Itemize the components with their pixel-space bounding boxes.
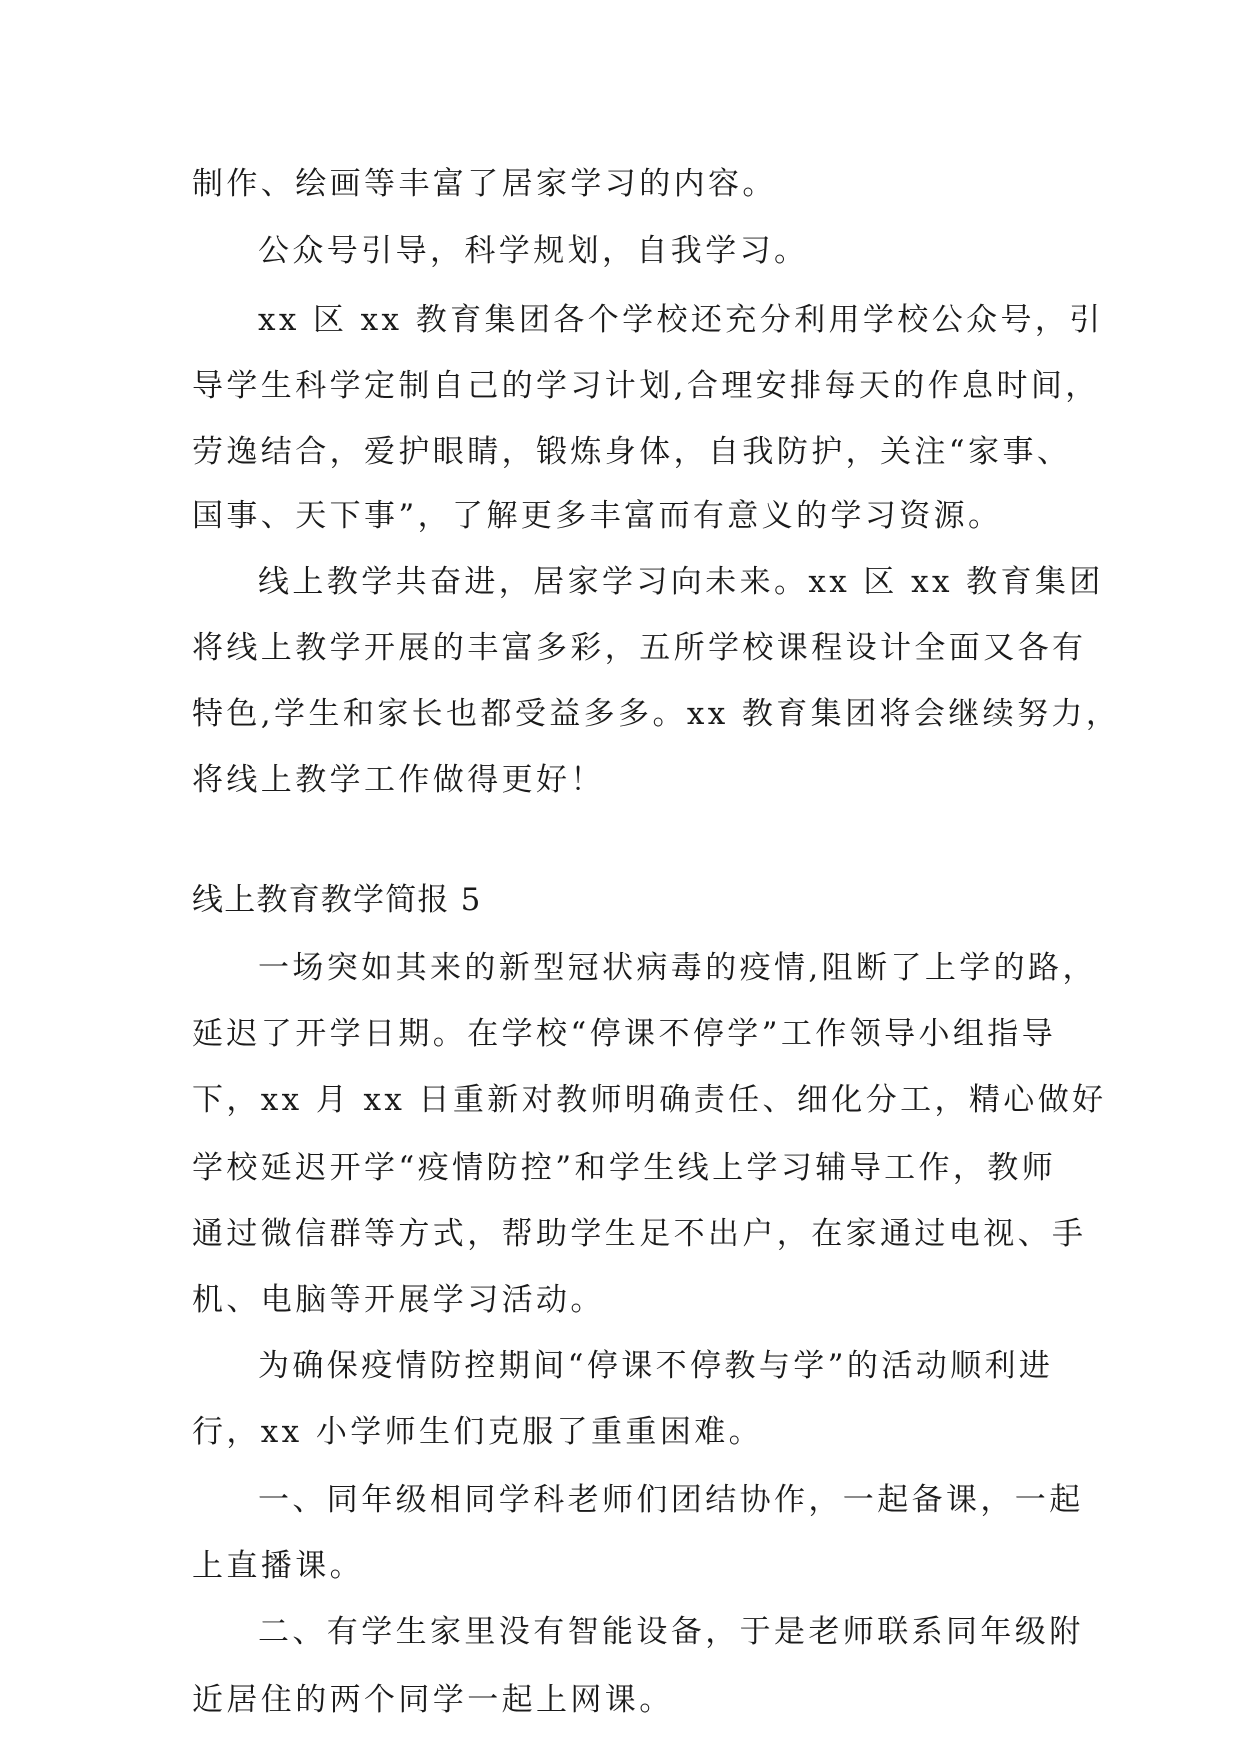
paragraph-line: 行，xx 小学师生们克服了重重困难。 [192, 1414, 764, 1450]
paragraph-line: 学校延迟开学“疫情防控”和学生线上学习辅导工作，教师 [192, 1150, 1057, 1186]
paragraph-line: 近居住的两个同学一起上网课。 [192, 1682, 674, 1718]
paragraph-line: 制作、绘画等丰富了居家学习的内容。 [192, 166, 777, 202]
paragraph-line: 机、电脑等开展学习活动。 [192, 1282, 605, 1318]
paragraph-line: 延迟了开学日期。在学校“停课不停学”工作领导小组指导 [192, 1016, 1057, 1052]
section-subtitle: 公众号引导，科学规划，自我学习。 [258, 233, 809, 269]
paragraph-line: xx 区 xx 教育集团各个学校还充分利用学校公众号，引 [258, 302, 1104, 338]
paragraph-line: 特色,学生和家长也都受益多多。xx 教育集团将会继续努力， [192, 696, 1121, 732]
paragraph-line: 上直播课。 [192, 1548, 364, 1584]
paragraph-line: 将线上教学工作做得更好！ [192, 762, 605, 798]
paragraph-line: 下，xx 月 xx 日重新对教师明确责任、细化分工，精心做好 [192, 1082, 1107, 1118]
paragraph-line: 线上教学共奋进，居家学习向未来。xx 区 xx 教育集团 [258, 564, 1104, 600]
section-heading: 线上教育教学简报 5 [192, 882, 482, 918]
paragraph-line: 一、同年级相同学科老师们团结协作，一起备课，一起 [258, 1482, 1084, 1518]
paragraph-line: 将线上教学开展的丰富多彩，五所学校课程设计全面又各有 [192, 630, 1087, 666]
paragraph-line: 为确保疫情防控期间“停课不停教与学”的活动顺利进 [258, 1348, 1054, 1384]
paragraph-line: 二、有学生家里没有智能设备，于是老师联系同年级附 [258, 1614, 1084, 1650]
paragraph-line: 劳逸结合，爱护眼睛，锻炼身体，自我防护，关注“家事、 [192, 434, 1072, 470]
paragraph-line: 通过微信群等方式，帮助学生足不出户，在家通过电视、手 [192, 1216, 1087, 1252]
paragraph-line: 国事、天下事”，了解更多丰富而有意义的学习资源。 [192, 498, 1003, 534]
paragraph-line: 一场突如其来的新型冠状病毒的疫情,阻断了上学的路， [258, 950, 1097, 986]
paragraph-line: 导学生科学定制自己的学习计划,合理安排每天的作息时间， [192, 368, 1100, 404]
